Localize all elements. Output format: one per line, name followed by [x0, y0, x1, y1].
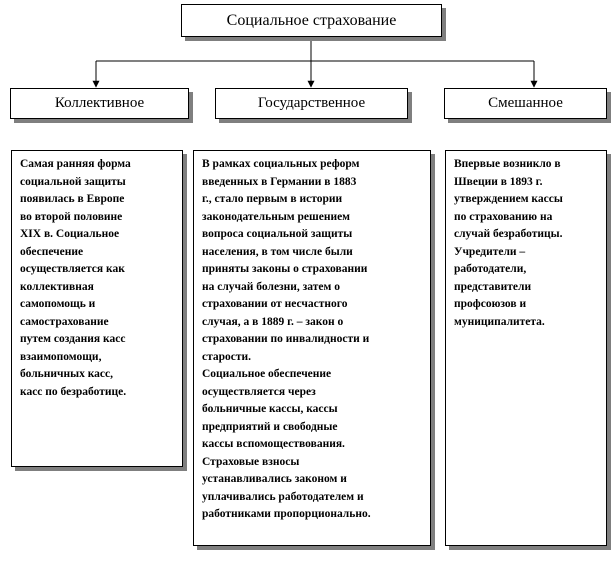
state-description: В рамках социальных реформ введенных в Германии в 1883 г., стало первым в истории законодательным решением вопроса социальной защиты населения, в том числе были приняты законы о страховании на случай болезни, затем о страховании от несчастного случая, а в 1889 г. – закон о страховании по инвалидности и старости. Социальное обеспечение осуществляется через больничные кассы, кассы предприятий и свободные кассы вспомоществования. Страховые взносы устанавливались законом и уплачивались работодателем и работниками пропорционально. — [202, 158, 371, 520]
root-node — [181, 4, 442, 37]
branch-state — [215, 88, 408, 119]
branch-state-label: Государственное — [257, 95, 366, 111]
branch-collective — [10, 88, 189, 119]
mixed-description: Впервые возникло в Швеции в 1893 г. утверждением кассы по страхованию на случай безработицы. Учредители – работодатели, представители профсоюзов и муниципалитета. — [454, 158, 563, 328]
state-description-box — [193, 150, 431, 546]
mixed-description-box — [445, 150, 607, 546]
branch-mixed — [444, 88, 607, 119]
collective-description: Самая ранняя форма социальной защиты появилась в Европе во второй половине XIX в. Социальное обеспечение осуществляется как коллективная самопомощь и самострахование путем создания касс взаимопомощи, больничных касс, касс по безработице. — [20, 158, 131, 398]
collective-description-box — [11, 150, 183, 467]
root-label: Социальное страхование — [226, 11, 397, 29]
branch-mixed-label: Смешанное — [488, 95, 563, 111]
branch-collective-label: Коллективное — [54, 95, 145, 111]
